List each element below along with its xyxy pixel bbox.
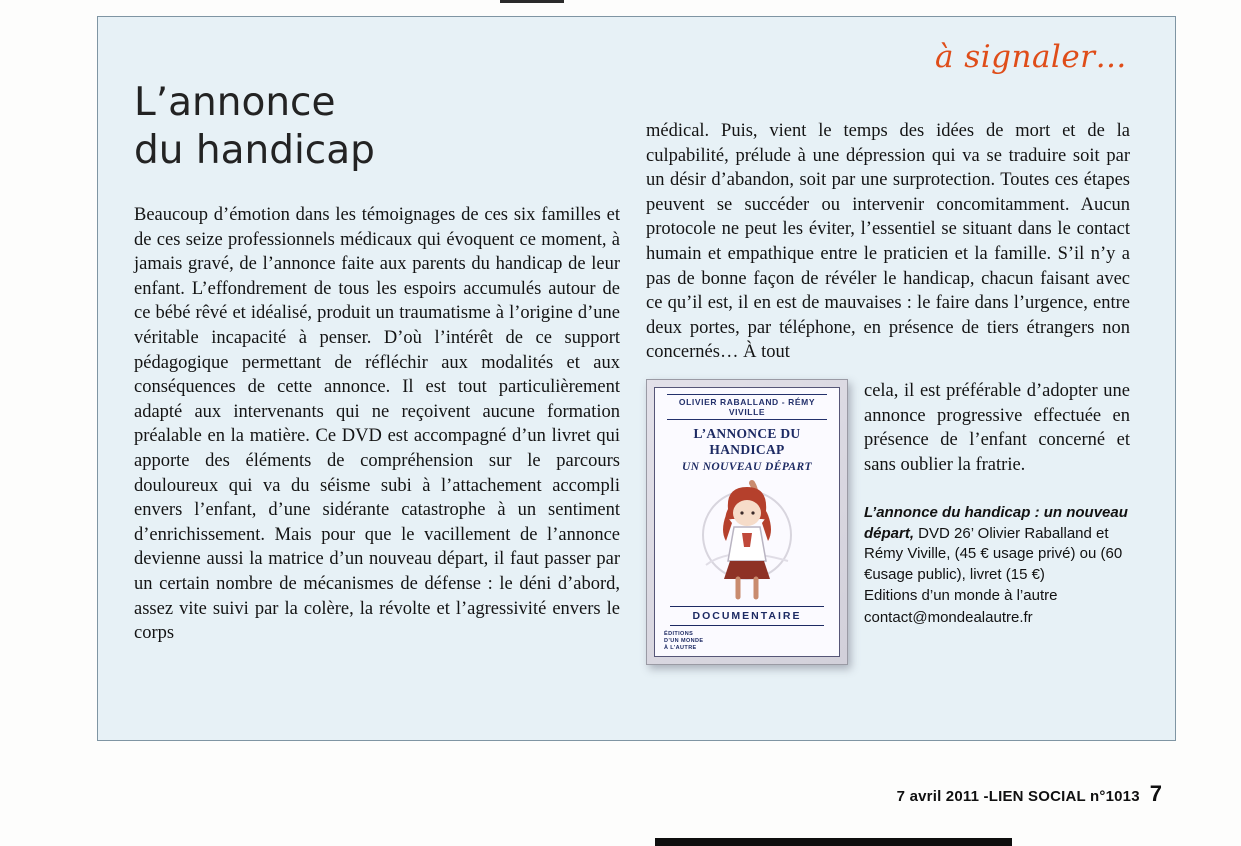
scan-artifact-bottom — [655, 838, 1012, 846]
caption-details: DVD 26’ Olivier Raballand et Rémy Viville, (45 € usage privé) ou (60 €usage public), livret (15 €) — [864, 524, 1123, 583]
page-footer — [897, 781, 1162, 807]
section-label-a-signaler: à signaler… — [934, 39, 1127, 75]
page-title-line1: L’annonce — [134, 80, 336, 125]
article-right-paragraph-2: cela, il est préférable d’adopter une annonce progressive effectuée en présence de l’enfant concerné et sans oublier la fratrie. — [864, 380, 1130, 475]
dvd-side-column — [864, 379, 1130, 665]
dvd-subtitle: UN NOUVEAU DÉPART — [682, 460, 812, 473]
caption-title: L’annonce du handicap : un nouveau départ, — [864, 504, 1128, 542]
dvd-publisher-logo — [664, 631, 703, 652]
dvd-girl-illustration — [660, 473, 834, 606]
article-panel — [97, 16, 1176, 741]
footer-date: 7 avril 2011 - — [896, 788, 989, 805]
page-title-line2: du handicap — [134, 128, 375, 173]
dvd-section — [646, 379, 1130, 665]
dvd-publisher-line2: D’UN MONDE — [664, 637, 704, 644]
caption-contact: contact@mondealautre.fr — [864, 608, 1033, 626]
article-left-paragraph: Beaucoup d’émotion dans les témoignages de ces six familles et de ces seize professionnels médicaux qui évoquent ce moment, à jamais gravé, de l’annonce faite aux parents du handicap de leur enfant. L’effondrement de tous les espoirs accumulés autour de ce bébé rêvé et idéalisé, produit un traumatisme à l’origine d’une véritable incapacité à penser. D’où l’intérêt de ce support pédagogique permettant de réfléchir aux modalités et aux conséquences de cette annonce. Il est tout particulièrement adapté aux intervenants qui ne reçoivent aucune formation préalable en la matière. Ce DVD est accompagné d’un livret qui apporte des éléments de compréhension sur le parcours douloureux qui va du séisme subi à l’attachement accompli envers l’enfant, d’une sidérante catastrophe à un sentiment d’enrichissement. Mais pour que le vacillement de l’annonce devienne aussi la matrice d’un nouveau départ, il faut passer par un certain nombre de mécanismes de défense : le déni d’abord, assez vite suivi par la colère, la révolte et l’agressivité envers le corps — [134, 205, 620, 644]
dvd-genre-label: DOCUMENTAIRE — [670, 606, 823, 626]
dvd-title: L’ANNONCE DU HANDICAP — [693, 425, 801, 457]
article-right-paragraph-1: médical. Puis, vient le temps des idées de mort et de la culpabilité, prélude à une dépression qui va se traduire soit par un désir d’abandon, soit par une surprotection. Toutes ces étapes peuvent se succéder ou intervenir concomitamment. Aucun protocole ne peut les éviter, l’essentiel se situant dans le contact humain et empathique entre le praticien et la famille. S’il n’y a pas de bonne façon de révéler le handicap, chacun faisant avec ce qu’il est, il en est de mauvaises : le faire dans l’urgence, entre deux portes, par téléphone, en présence de tiers étrangers non concernés… À tout — [646, 121, 1130, 363]
footer-magazine-name: LIEN SOCIAL n°1013 — [988, 788, 1140, 805]
dvd-authors: OLIVIER RABALLAND - RÉMY VIVILLE — [667, 394, 827, 420]
scan-artifact-top — [500, 0, 564, 3]
caption-publisher: Editions d’un monde à l’autre — [864, 587, 1058, 605]
dvd-cover-image — [646, 379, 848, 665]
girl-drawing-icon — [692, 475, 802, 603]
dvd-publisher-line3: À L’AUTRE — [664, 644, 697, 651]
dvd-caption — [864, 503, 1130, 628]
footer-page-number: 7 — [1149, 781, 1162, 806]
article-right-column — [646, 119, 1130, 665]
dvd-cover-inner — [654, 387, 840, 657]
dvd-publisher-line1: ÉDITIONS — [664, 630, 694, 637]
page-title — [134, 79, 375, 175]
article-left-column — [134, 203, 620, 646]
